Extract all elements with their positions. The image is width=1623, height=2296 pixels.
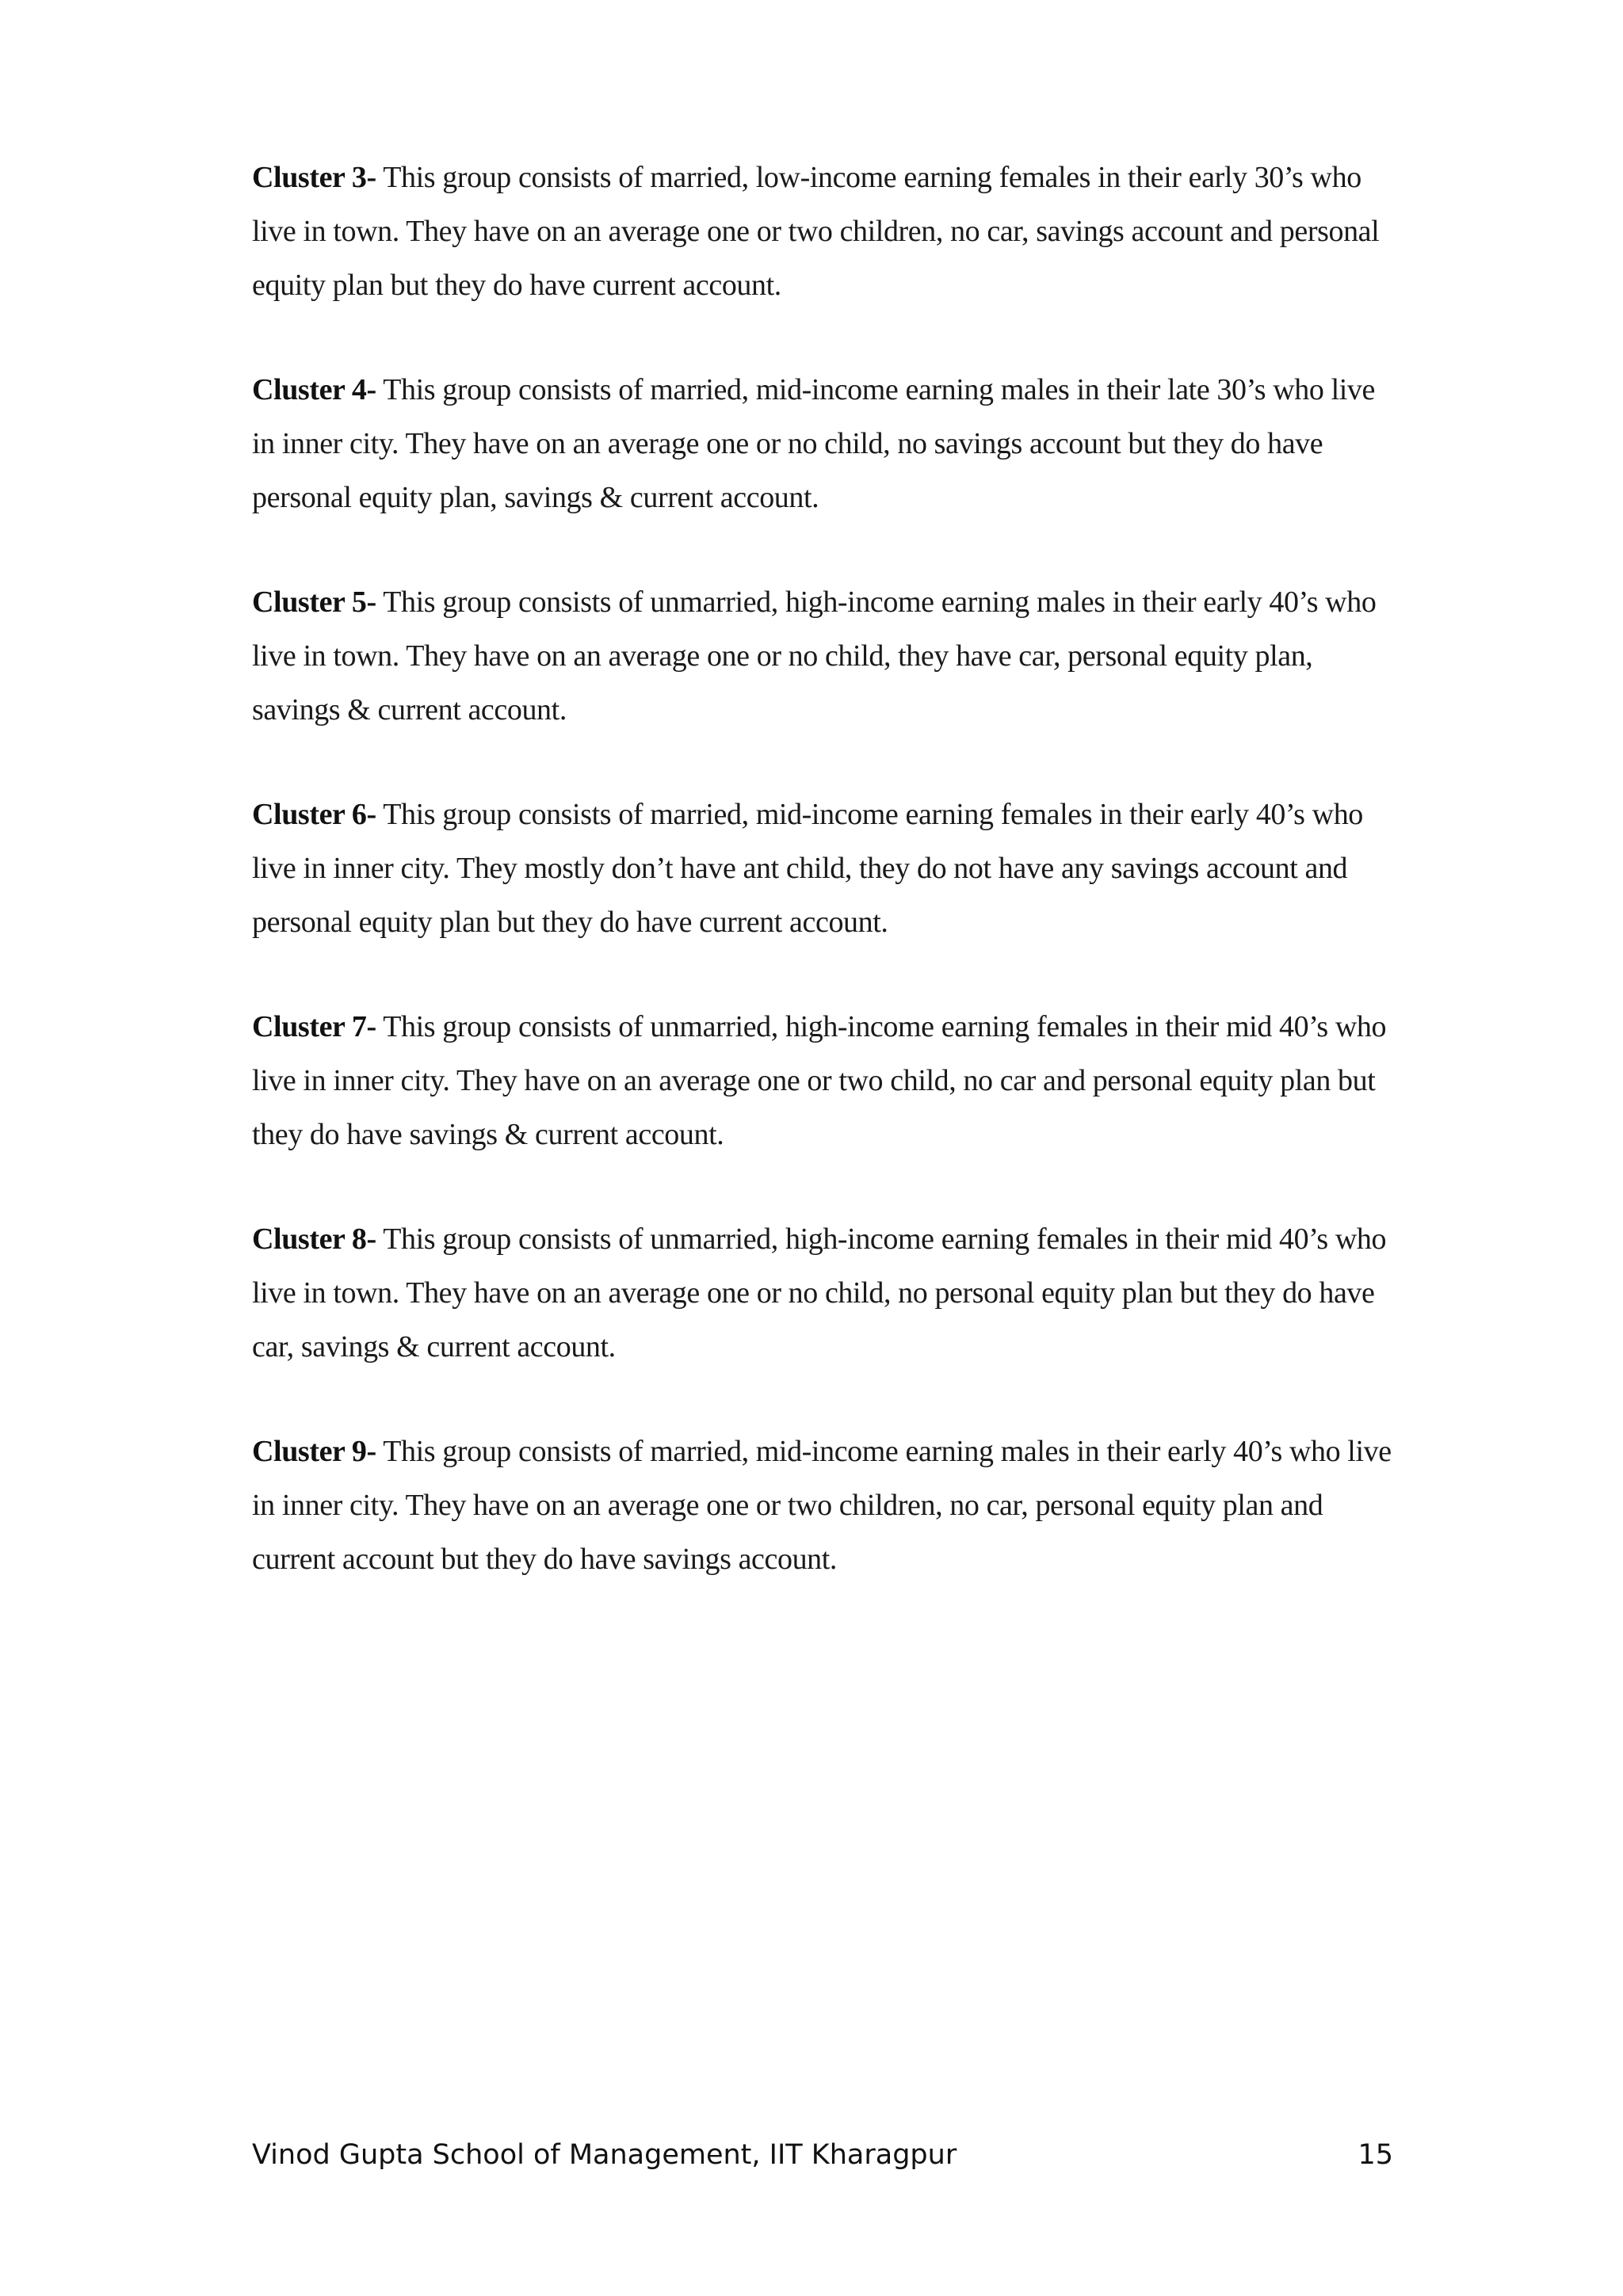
cluster-9-label: Cluster 9- [252,1435,376,1468]
cluster-6-label: Cluster 6- [252,798,376,831]
cluster-5-text: This group consists of unmarried, high-income earning males in their early 40’s who live in town. They have on an average one or no child, they have car, personal equity plan, savings & current account. [252,585,1377,727]
cluster-7-paragraph [252,1000,1393,1161]
cluster-4-label: Cluster 4- [252,373,376,406]
cluster-3-paragraph [252,151,1393,312]
cluster-5-paragraph [252,575,1393,737]
cluster-8-text: This group consists of unmarried, high-income earning females in their mid 40’s who live in town. They have on an average one or no child, no personal equity plan but they do have car, savings & current account. [252,1222,1387,1363]
footer-institution: Vinod Gupta School of Management, IIT Kharagpur [252,2139,957,2171]
document-body [252,151,1393,1637]
cluster-4-paragraph [252,363,1393,524]
cluster-8-label: Cluster 8- [252,1222,376,1256]
cluster-9-text: This group consists of married, mid-income earning males in their early 40’s who live in inner city. They have on an average one or two children, no car, personal equity plan and current account but they do have savings account. [252,1435,1392,1576]
cluster-4-text: This group consists of married, mid-income earning males in their late 30’s who live in inner city. They have on an average one or no child, no savings account but they do have personal equity plan, savings & current account. [252,373,1375,514]
cluster-9-paragraph [252,1425,1393,1586]
cluster-3-text: This group consists of married, low-income earning females in their early 30’s who live in town. They have on an average one or two children, no car, savings account and personal equity plan but they do have current account. [252,161,1380,302]
cluster-5-label: Cluster 5- [252,585,376,619]
cluster-6-text: This group consists of married, mid-income earning females in their early 40’s who live in inner city. They mostly don’t have ant child, they do not have any savings account and personal equity plan but they do have current account. [252,798,1363,939]
cluster-7-label: Cluster 7- [252,1010,376,1043]
cluster-6-paragraph [252,788,1393,949]
page-footer [252,2139,1393,2171]
cluster-8-paragraph [252,1212,1393,1374]
cluster-7-text: This group consists of unmarried, high-income earning females in their mid 40’s who live in inner city. They have on an average one or two child, no car and personal equity plan but they do have savings & current account. [252,1010,1387,1151]
cluster-3-label: Cluster 3- [252,161,376,194]
page-number: 15 [1358,2139,1393,2171]
